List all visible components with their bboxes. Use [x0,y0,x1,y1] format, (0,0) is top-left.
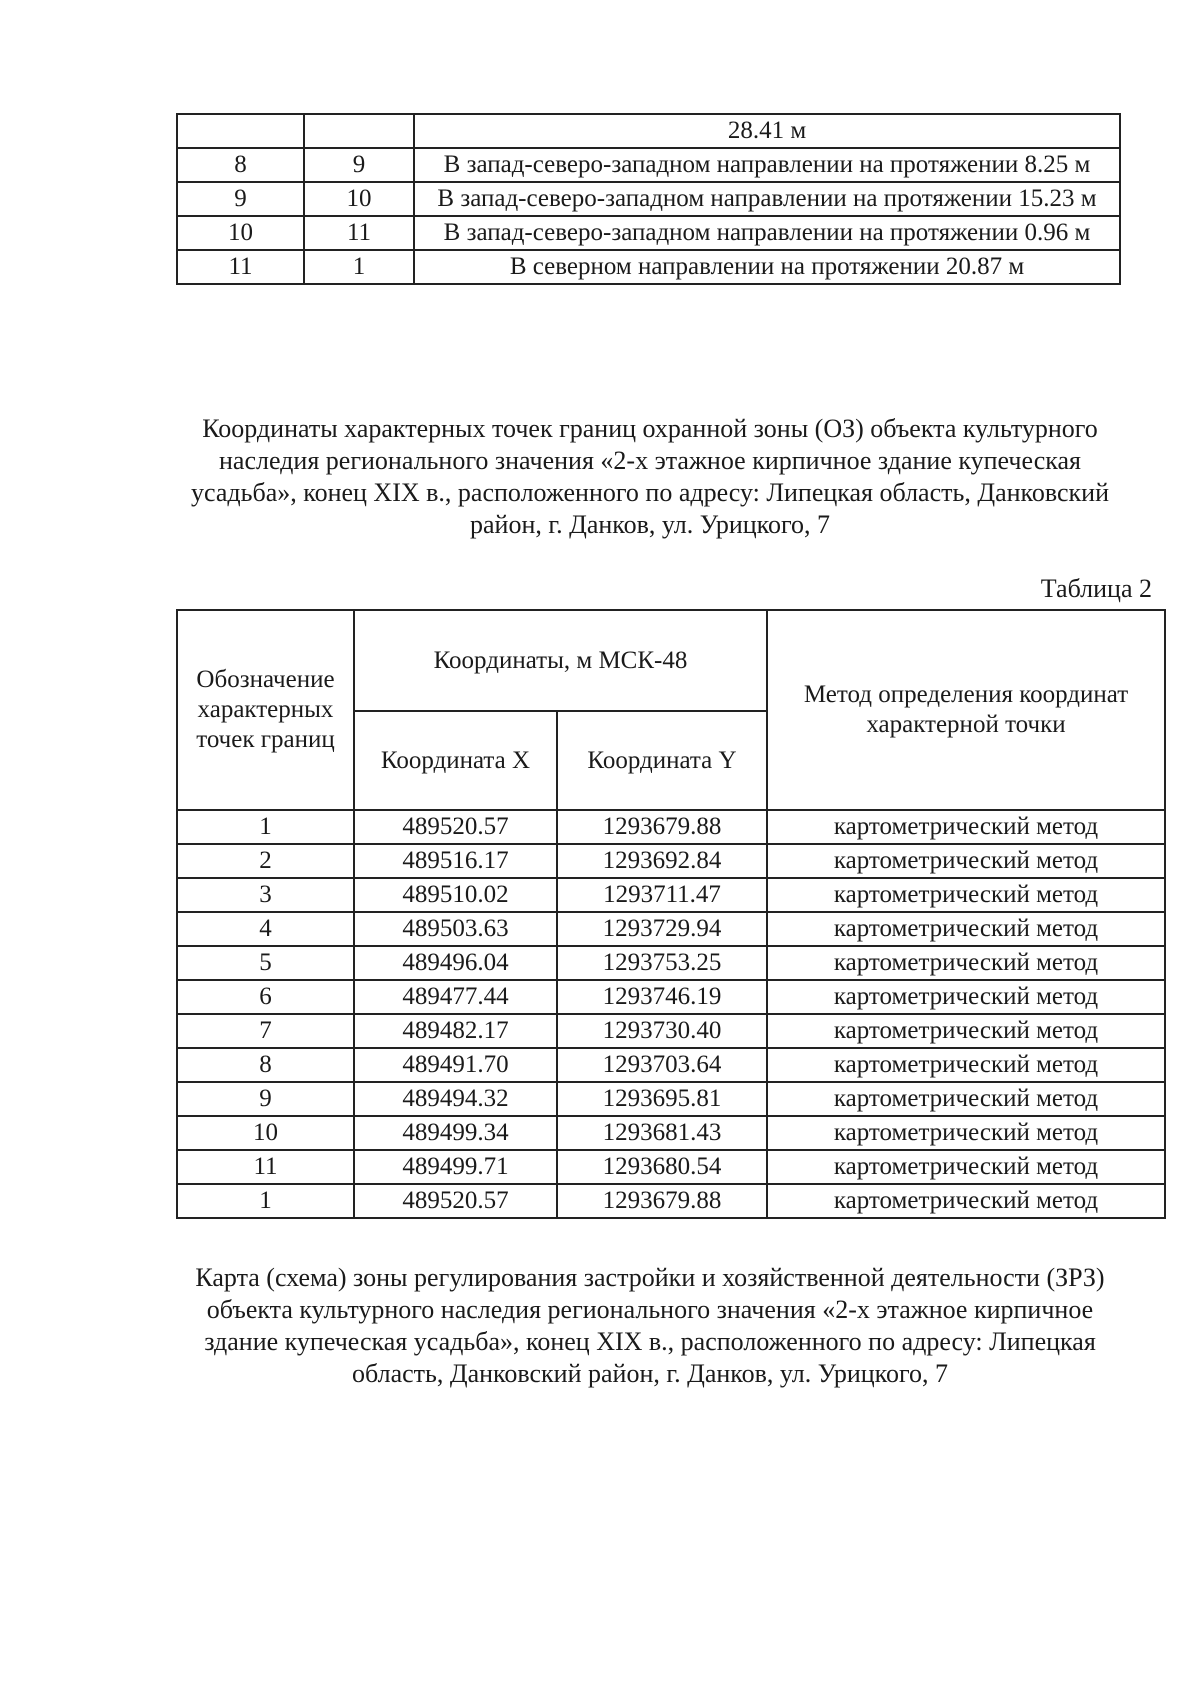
boundary-description-table [176,113,1121,285]
to-point-cell: 9 [304,148,414,182]
point-cell: 11 [177,1150,354,1184]
y-cell: 1293692.84 [557,844,767,878]
y-cell: 1293703.64 [557,1048,767,1082]
y-cell: 1293711.47 [557,878,767,912]
y-cell: 1293680.54 [557,1150,767,1184]
y-cell: 1293679.88 [557,810,767,844]
x-cell: 489520.57 [354,810,557,844]
y-header: Координата Y [557,711,767,810]
y-cell: 1293730.40 [557,1014,767,1048]
direction-cell: В запад-северо-западном направлении на протяжении 0.96 м [414,216,1120,250]
x-cell: 489491.70 [354,1048,557,1082]
direction-cell: В запад-северо-западном направлении на протяжении 15.23 м [414,182,1120,216]
table-row [177,114,1120,148]
method-cell: картометрический метод [767,980,1165,1014]
from-point-cell: 8 [177,148,304,182]
point-cell: 6 [177,980,354,1014]
protection-zone-heading: Координаты характерных точек границ охранной зоны (ОЗ) объекта культурного наследия регионального значения «2-х этажное кирпичное здание купеческая усадьба», конец XIX в., расположенного по адресу: Липецкая область, Данковский район, г. Данков, ул. Урицкого, 7 [191,414,1109,539]
y-cell: 1293753.25 [557,946,767,980]
method-cell: картометрический метод [767,1014,1165,1048]
direction-cell: В запад-северо-западном направлении на протяжении 8.25 м [414,148,1120,182]
method-cell: картометрический метод [767,1150,1165,1184]
direction-cell: 28.41 м [414,114,1120,148]
method-cell: картометрический метод [767,1116,1165,1150]
table-row [177,1082,1165,1116]
point-cell: 8 [177,1048,354,1082]
method-cell: картометрический метод [767,946,1165,980]
point-cell: 1 [177,810,354,844]
method-cell: картометрический метод [767,1082,1165,1116]
to-point-cell: 10 [304,182,414,216]
y-cell: 1293746.19 [557,980,767,1014]
x-cell: 489516.17 [354,844,557,878]
to-point-cell [304,114,414,148]
from-point-cell: 10 [177,216,304,250]
from-point-cell [177,114,304,148]
from-point-cell: 11 [177,250,304,284]
y-cell: 1293681.43 [557,1116,767,1150]
method-cell: картометрический метод [767,1048,1165,1082]
point-cell: 5 [177,946,354,980]
x-cell: 489510.02 [354,878,557,912]
y-cell: 1293695.81 [557,1082,767,1116]
x-cell: 489477.44 [354,980,557,1014]
point-cell: 4 [177,912,354,946]
table-row [177,148,1120,182]
from-point-cell: 9 [177,182,304,216]
method-cell: картометрический метод [767,1184,1165,1218]
table-row [177,1184,1165,1218]
point-cell: 1 [177,1184,354,1218]
x-header: Координата X [354,711,557,810]
table-row [177,182,1120,216]
designation-header: Обозначение характерных точек границ [177,610,354,810]
table-row [177,1116,1165,1150]
method-cell: картометрический метод [767,878,1165,912]
to-point-cell: 11 [304,216,414,250]
table-row [177,844,1165,878]
table-row [177,810,1165,844]
table-row [177,1150,1165,1184]
point-cell: 9 [177,1082,354,1116]
method-cell: картометрический метод [767,844,1165,878]
x-cell: 489499.34 [354,1116,557,1150]
table-label: Таблица 2 [1040,574,1152,603]
x-cell: 489499.71 [354,1150,557,1184]
x-cell: 489520.57 [354,1184,557,1218]
table-row [177,1048,1165,1082]
table-row [177,878,1165,912]
coordinates-header: Координаты, м МСК-48 [354,610,767,711]
point-cell: 10 [177,1116,354,1150]
table-row [177,946,1165,980]
to-point-cell: 1 [304,250,414,284]
table-row [177,912,1165,946]
x-cell: 489482.17 [354,1014,557,1048]
table-row [177,250,1120,284]
method-header: Метод определения координат характерной точки [767,610,1165,810]
point-cell: 2 [177,844,354,878]
method-cell: картометрический метод [767,810,1165,844]
regulation-zone-heading: Карта (схема) зоны регулирования застройки и хозяйственной деятельности (ЗРЗ) объекта культурного наследия регионального значения «2-х этажное кирпичное здание купеческая усадьба», конец XIX в., расположенного по адресу: Липецкая область, Данковский район, г. Данков, ул. Урицкого, 7 [195,1263,1105,1388]
y-cell: 1293729.94 [557,912,767,946]
table-row [177,980,1165,1014]
table-row [177,216,1120,250]
x-cell: 489496.04 [354,946,557,980]
table-row [177,1014,1165,1048]
point-cell: 7 [177,1014,354,1048]
x-cell: 489503.63 [354,912,557,946]
coordinates-table [176,609,1166,1219]
y-cell: 1293679.88 [557,1184,767,1218]
method-cell: картометрический метод [767,912,1165,946]
point-cell: 3 [177,878,354,912]
direction-cell: В северном направлении на протяжении 20.87 м [414,250,1120,284]
header-row [177,610,1165,711]
x-cell: 489494.32 [354,1082,557,1116]
